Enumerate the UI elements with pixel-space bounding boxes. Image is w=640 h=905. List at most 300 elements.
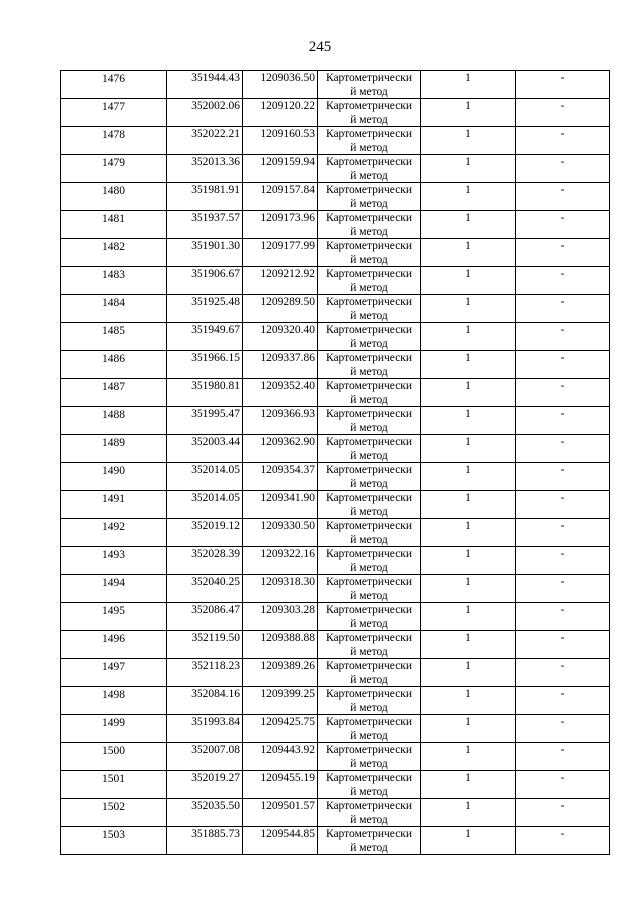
table-row (61, 183, 610, 211)
method-cell (318, 99, 421, 127)
method-text-line1: Картометрически (325, 100, 413, 112)
method-text-line1: Картометрически (325, 408, 413, 420)
table-row (61, 659, 610, 687)
y-coordinate-cell (243, 295, 318, 323)
x-coordinate-text: 352013.36 (191, 156, 240, 168)
y-coordinate-text: 1209289.50 (260, 296, 315, 308)
x-coordinate-text: 351925.48 (191, 296, 240, 308)
method-cell (318, 519, 421, 547)
method-text-line2: й метод (350, 309, 388, 322)
table-row (61, 239, 610, 267)
table-row (61, 631, 610, 659)
accuracy-text: 1 (465, 716, 471, 728)
method-text-line1: Картометрически (325, 548, 413, 560)
y-coordinate-text: 1209443.92 (260, 744, 315, 756)
accuracy-cell (421, 575, 516, 603)
accuracy-cell (421, 323, 516, 351)
y-coordinate-cell (243, 631, 318, 659)
accuracy-cell (421, 547, 516, 575)
accuracy-cell (421, 715, 516, 743)
x-coordinate-text: 351993.84 (191, 716, 240, 728)
accuracy-text: 1 (465, 744, 471, 756)
point-number-text: 1477 (102, 101, 125, 113)
method-text-line1: Картометрически (325, 268, 413, 280)
point-number-cell (61, 715, 167, 743)
point-number-text: 1476 (102, 73, 125, 85)
x-coordinate-text: 351906.67 (191, 268, 240, 280)
table-row (61, 267, 610, 295)
method-cell (318, 575, 421, 603)
y-coordinate-text: 1209341.90 (260, 492, 315, 504)
point-number-text: 1492 (102, 521, 125, 533)
note-cell (516, 211, 610, 239)
note-cell (516, 99, 610, 127)
point-number-cell (61, 407, 167, 435)
accuracy-text: 1 (465, 660, 471, 672)
method-cell (318, 407, 421, 435)
method-text-line1: Картометрически (325, 744, 413, 756)
table-row (61, 71, 610, 99)
y-coordinate-cell (243, 267, 318, 295)
table-row (61, 743, 610, 771)
y-coordinate-cell (243, 379, 318, 407)
x-coordinate-cell (167, 239, 243, 267)
method-text-line1: Картометрически (325, 520, 413, 532)
note-text: - (560, 268, 565, 280)
method-text-line1: Картометрически (325, 324, 413, 336)
point-number-cell (61, 799, 167, 827)
accuracy-text: 1 (465, 72, 471, 84)
accuracy-text: 1 (465, 800, 471, 812)
accuracy-cell (421, 351, 516, 379)
method-text-line2: й метод (350, 337, 388, 350)
point-number-text: 1494 (102, 577, 125, 589)
accuracy-text: 1 (465, 268, 471, 280)
point-number-cell (61, 687, 167, 715)
accuracy-cell (421, 379, 516, 407)
x-coordinate-cell (167, 687, 243, 715)
point-number-cell (61, 155, 167, 183)
accuracy-cell (421, 491, 516, 519)
method-cell (318, 351, 421, 379)
point-number-text: 1489 (102, 437, 125, 449)
method-text-line1: Картометрически (325, 688, 413, 700)
method-text-line1: Картометрически (325, 828, 413, 840)
x-coordinate-text: 352007.08 (191, 744, 240, 756)
accuracy-cell (421, 743, 516, 771)
point-number-text: 1479 (102, 157, 125, 169)
point-number-cell (61, 351, 167, 379)
x-coordinate-cell (167, 71, 243, 99)
note-cell (516, 491, 610, 519)
note-text: - (560, 436, 565, 448)
note-text: - (560, 520, 565, 532)
y-coordinate-text: 1209330.50 (260, 520, 315, 532)
method-text-line1: Картометрически (325, 604, 413, 616)
method-text-line2: й метод (350, 197, 388, 210)
x-coordinate-text: 352014.05 (191, 492, 240, 504)
y-coordinate-cell (243, 743, 318, 771)
method-text-line2: й метод (350, 477, 388, 490)
point-number-cell (61, 435, 167, 463)
method-text-line2: й метод (350, 421, 388, 434)
point-number-cell (61, 491, 167, 519)
method-text-line2: й метод (350, 85, 388, 98)
table-row (61, 351, 610, 379)
y-coordinate-cell (243, 323, 318, 351)
method-cell (318, 267, 421, 295)
accuracy-text: 1 (465, 772, 471, 784)
method-text-line2: й метод (350, 393, 388, 406)
note-text: - (560, 744, 565, 756)
point-number-text: 1495 (102, 605, 125, 617)
point-number-text: 1502 (102, 801, 125, 813)
x-coordinate-cell (167, 323, 243, 351)
y-coordinate-text: 1209455.19 (260, 772, 315, 784)
x-coordinate-text: 352086.47 (191, 604, 240, 616)
note-text: - (560, 240, 565, 252)
accuracy-text: 1 (465, 324, 471, 336)
table-row (61, 155, 610, 183)
x-coordinate-cell (167, 127, 243, 155)
note-text: - (560, 800, 565, 812)
x-coordinate-cell (167, 407, 243, 435)
accuracy-cell (421, 687, 516, 715)
note-text: - (560, 492, 565, 504)
y-coordinate-cell (243, 547, 318, 575)
y-coordinate-text: 1209544.85 (260, 828, 315, 840)
y-coordinate-cell (243, 771, 318, 799)
accuracy-cell (421, 435, 516, 463)
point-number-text: 1501 (102, 773, 125, 785)
table-row (61, 547, 610, 575)
method-cell (318, 827, 421, 855)
x-coordinate-cell (167, 463, 243, 491)
point-number-cell (61, 575, 167, 603)
method-text-line2: й метод (350, 561, 388, 574)
note-text: - (560, 324, 565, 336)
x-coordinate-text: 352022.21 (191, 128, 240, 140)
method-text-line2: й метод (350, 113, 388, 126)
table-row (61, 771, 610, 799)
y-coordinate-text: 1209036.50 (260, 72, 315, 84)
method-cell (318, 295, 421, 323)
table-row (61, 715, 610, 743)
method-cell (318, 435, 421, 463)
table-row (61, 323, 610, 351)
note-text: - (560, 632, 565, 644)
x-coordinate-cell (167, 771, 243, 799)
note-cell (516, 127, 610, 155)
x-coordinate-cell (167, 267, 243, 295)
point-number-text: 1485 (102, 325, 125, 337)
y-coordinate-text: 1209303.28 (260, 604, 315, 616)
x-coordinate-cell (167, 379, 243, 407)
note-cell (516, 435, 610, 463)
x-coordinate-text: 352019.12 (191, 520, 240, 532)
x-coordinate-cell (167, 575, 243, 603)
method-cell (318, 211, 421, 239)
note-cell (516, 183, 610, 211)
accuracy-text: 1 (465, 128, 471, 140)
y-coordinate-cell (243, 211, 318, 239)
method-text-line2: й метод (350, 645, 388, 658)
table-row (61, 211, 610, 239)
y-coordinate-cell (243, 659, 318, 687)
note-cell (516, 827, 610, 855)
accuracy-text: 1 (465, 352, 471, 364)
note-cell (516, 379, 610, 407)
note-text: - (560, 380, 565, 392)
x-coordinate-cell (167, 99, 243, 127)
x-coordinate-text: 352119.50 (191, 632, 240, 644)
point-number-text: 1483 (102, 269, 125, 281)
x-coordinate-cell (167, 743, 243, 771)
note-text: - (560, 464, 565, 476)
method-cell (318, 491, 421, 519)
note-text: - (560, 212, 565, 224)
method-text-line2: й метод (350, 365, 388, 378)
point-number-cell (61, 239, 167, 267)
x-coordinate-text: 351885.73 (191, 828, 240, 840)
x-coordinate-text: 352003.44 (191, 436, 240, 448)
accuracy-text: 1 (465, 184, 471, 196)
point-number-text: 1491 (102, 493, 125, 505)
point-number-cell (61, 547, 167, 575)
y-coordinate-cell (243, 575, 318, 603)
point-number-text: 1478 (102, 129, 125, 141)
accuracy-cell (421, 631, 516, 659)
accuracy-text: 1 (465, 100, 471, 112)
x-coordinate-text: 352002.06 (191, 100, 240, 112)
accuracy-cell (421, 211, 516, 239)
point-number-cell (61, 183, 167, 211)
x-coordinate-text: 351995.47 (191, 408, 240, 420)
method-cell (318, 183, 421, 211)
point-number-cell (61, 99, 167, 127)
table-row (61, 407, 610, 435)
note-cell (516, 239, 610, 267)
method-text-line1: Картометрически (325, 436, 413, 448)
x-coordinate-cell (167, 295, 243, 323)
method-text-line2: й метод (350, 841, 388, 854)
accuracy-cell (421, 71, 516, 99)
point-number-text: 1500 (102, 745, 125, 757)
point-number-cell (61, 71, 167, 99)
note-cell (516, 715, 610, 743)
note-cell (516, 407, 610, 435)
method-text-line1: Картометрически (325, 72, 413, 84)
method-text-line1: Картометрически (325, 128, 413, 140)
y-coordinate-cell (243, 127, 318, 155)
method-text-line1: Картометрически (325, 156, 413, 168)
y-coordinate-cell (243, 715, 318, 743)
accuracy-text: 1 (465, 492, 471, 504)
note-text: - (560, 604, 565, 616)
y-coordinate-text: 1209354.37 (260, 464, 315, 476)
point-number-cell (61, 519, 167, 547)
y-coordinate-text: 1209320.40 (260, 324, 315, 336)
method-text-line1: Картометрически (325, 380, 413, 392)
method-text-line2: й метод (350, 169, 388, 182)
method-text-line2: й метод (350, 589, 388, 602)
table-row (61, 799, 610, 827)
note-text: - (560, 352, 565, 364)
method-cell (318, 799, 421, 827)
note-text: - (560, 296, 565, 308)
point-number-text: 1484 (102, 297, 125, 309)
y-coordinate-cell (243, 603, 318, 631)
y-coordinate-text: 1209157.84 (260, 184, 315, 196)
note-text: - (560, 828, 565, 840)
note-cell (516, 743, 610, 771)
method-cell (318, 659, 421, 687)
method-text-line1: Картометрически (325, 492, 413, 504)
y-coordinate-text: 1209501.57 (260, 800, 315, 812)
method-cell (318, 771, 421, 799)
y-coordinate-cell (243, 799, 318, 827)
x-coordinate-text: 352019.27 (191, 772, 240, 784)
y-coordinate-text: 1209212.92 (260, 268, 315, 280)
table-row (61, 575, 610, 603)
x-coordinate-cell (167, 659, 243, 687)
note-cell (516, 659, 610, 687)
y-coordinate-text: 1209362.90 (260, 436, 315, 448)
note-text: - (560, 128, 565, 140)
x-coordinate-cell (167, 435, 243, 463)
method-text-line1: Картометрически (325, 800, 413, 812)
y-coordinate-text: 1209160.53 (260, 128, 315, 140)
method-text-line2: й метод (350, 785, 388, 798)
note-cell (516, 687, 610, 715)
table-row (61, 379, 610, 407)
x-coordinate-cell (167, 155, 243, 183)
y-coordinate-cell (243, 183, 318, 211)
x-coordinate-text: 351981.91 (191, 184, 240, 196)
note-cell (516, 603, 610, 631)
table-row (61, 827, 610, 855)
note-cell (516, 351, 610, 379)
method-cell (318, 463, 421, 491)
x-coordinate-cell (167, 603, 243, 631)
accuracy-cell (421, 827, 516, 855)
y-coordinate-text: 1209159.94 (260, 156, 315, 168)
method-cell (318, 547, 421, 575)
method-text-line2: й метод (350, 813, 388, 826)
point-number-cell (61, 631, 167, 659)
method-cell (318, 379, 421, 407)
accuracy-cell (421, 295, 516, 323)
method-text-line2: й метод (350, 281, 388, 294)
y-coordinate-text: 1209352.40 (260, 380, 315, 392)
point-number-cell (61, 127, 167, 155)
page-number: 245 (308, 39, 332, 55)
method-text-line2: й метод (350, 617, 388, 630)
x-coordinate-text: 352028.39 (191, 548, 240, 560)
point-number-cell (61, 659, 167, 687)
note-cell (516, 463, 610, 491)
y-coordinate-cell (243, 687, 318, 715)
method-text-line2: й метод (350, 673, 388, 686)
method-cell (318, 631, 421, 659)
note-cell (516, 547, 610, 575)
accuracy-text: 1 (465, 632, 471, 644)
method-text-line1: Картометрически (325, 240, 413, 252)
note-text: - (560, 576, 565, 588)
method-cell (318, 127, 421, 155)
x-coordinate-text: 351937.57 (191, 212, 240, 224)
method-cell (318, 71, 421, 99)
accuracy-text: 1 (465, 688, 471, 700)
point-number-text: 1488 (102, 409, 125, 421)
x-coordinate-text: 352084.16 (191, 688, 240, 700)
accuracy-cell (421, 659, 516, 687)
method-cell (318, 155, 421, 183)
accuracy-text: 1 (465, 240, 471, 252)
table-row (61, 491, 610, 519)
x-coordinate-cell (167, 211, 243, 239)
accuracy-cell (421, 799, 516, 827)
accuracy-text: 1 (465, 408, 471, 420)
y-coordinate-cell (243, 407, 318, 435)
table-row (61, 519, 610, 547)
y-coordinate-text: 1209120.22 (260, 100, 315, 112)
y-coordinate-cell (243, 519, 318, 547)
x-coordinate-text: 351966.15 (191, 352, 240, 364)
method-cell (318, 323, 421, 351)
x-coordinate-cell (167, 183, 243, 211)
point-number-cell (61, 771, 167, 799)
accuracy-text: 1 (465, 604, 471, 616)
table-body (61, 71, 610, 855)
method-cell (318, 715, 421, 743)
accuracy-cell (421, 127, 516, 155)
y-coordinate-cell (243, 155, 318, 183)
note-text: - (560, 184, 565, 196)
point-number-text: 1482 (102, 241, 125, 253)
table-row (61, 435, 610, 463)
x-coordinate-cell (167, 799, 243, 827)
y-coordinate-text: 1209389.26 (260, 660, 315, 672)
x-coordinate-cell (167, 351, 243, 379)
y-coordinate-text: 1209322.16 (260, 548, 315, 560)
table-row (61, 295, 610, 323)
method-text-line2: й метод (350, 449, 388, 462)
method-text-line1: Картометрически (325, 576, 413, 588)
table-row (61, 463, 610, 491)
accuracy-text: 1 (465, 576, 471, 588)
accuracy-cell (421, 603, 516, 631)
x-coordinate-text: 352040.25 (191, 576, 240, 588)
x-coordinate-text: 351949.67 (191, 324, 240, 336)
table-row (61, 603, 610, 631)
y-coordinate-text: 1209399.25 (260, 688, 315, 700)
note-cell (516, 771, 610, 799)
note-text: - (560, 100, 565, 112)
method-cell (318, 687, 421, 715)
y-coordinate-text: 1209425.75 (260, 716, 315, 728)
note-cell (516, 71, 610, 99)
note-cell (516, 267, 610, 295)
note-cell (516, 295, 610, 323)
point-number-cell (61, 323, 167, 351)
method-text-line2: й метод (350, 253, 388, 266)
method-text-line1: Картометрически (325, 184, 413, 196)
y-coordinate-cell (243, 239, 318, 267)
method-text-line1: Картометрически (325, 352, 413, 364)
point-number-text: 1480 (102, 185, 125, 197)
x-coordinate-cell (167, 519, 243, 547)
